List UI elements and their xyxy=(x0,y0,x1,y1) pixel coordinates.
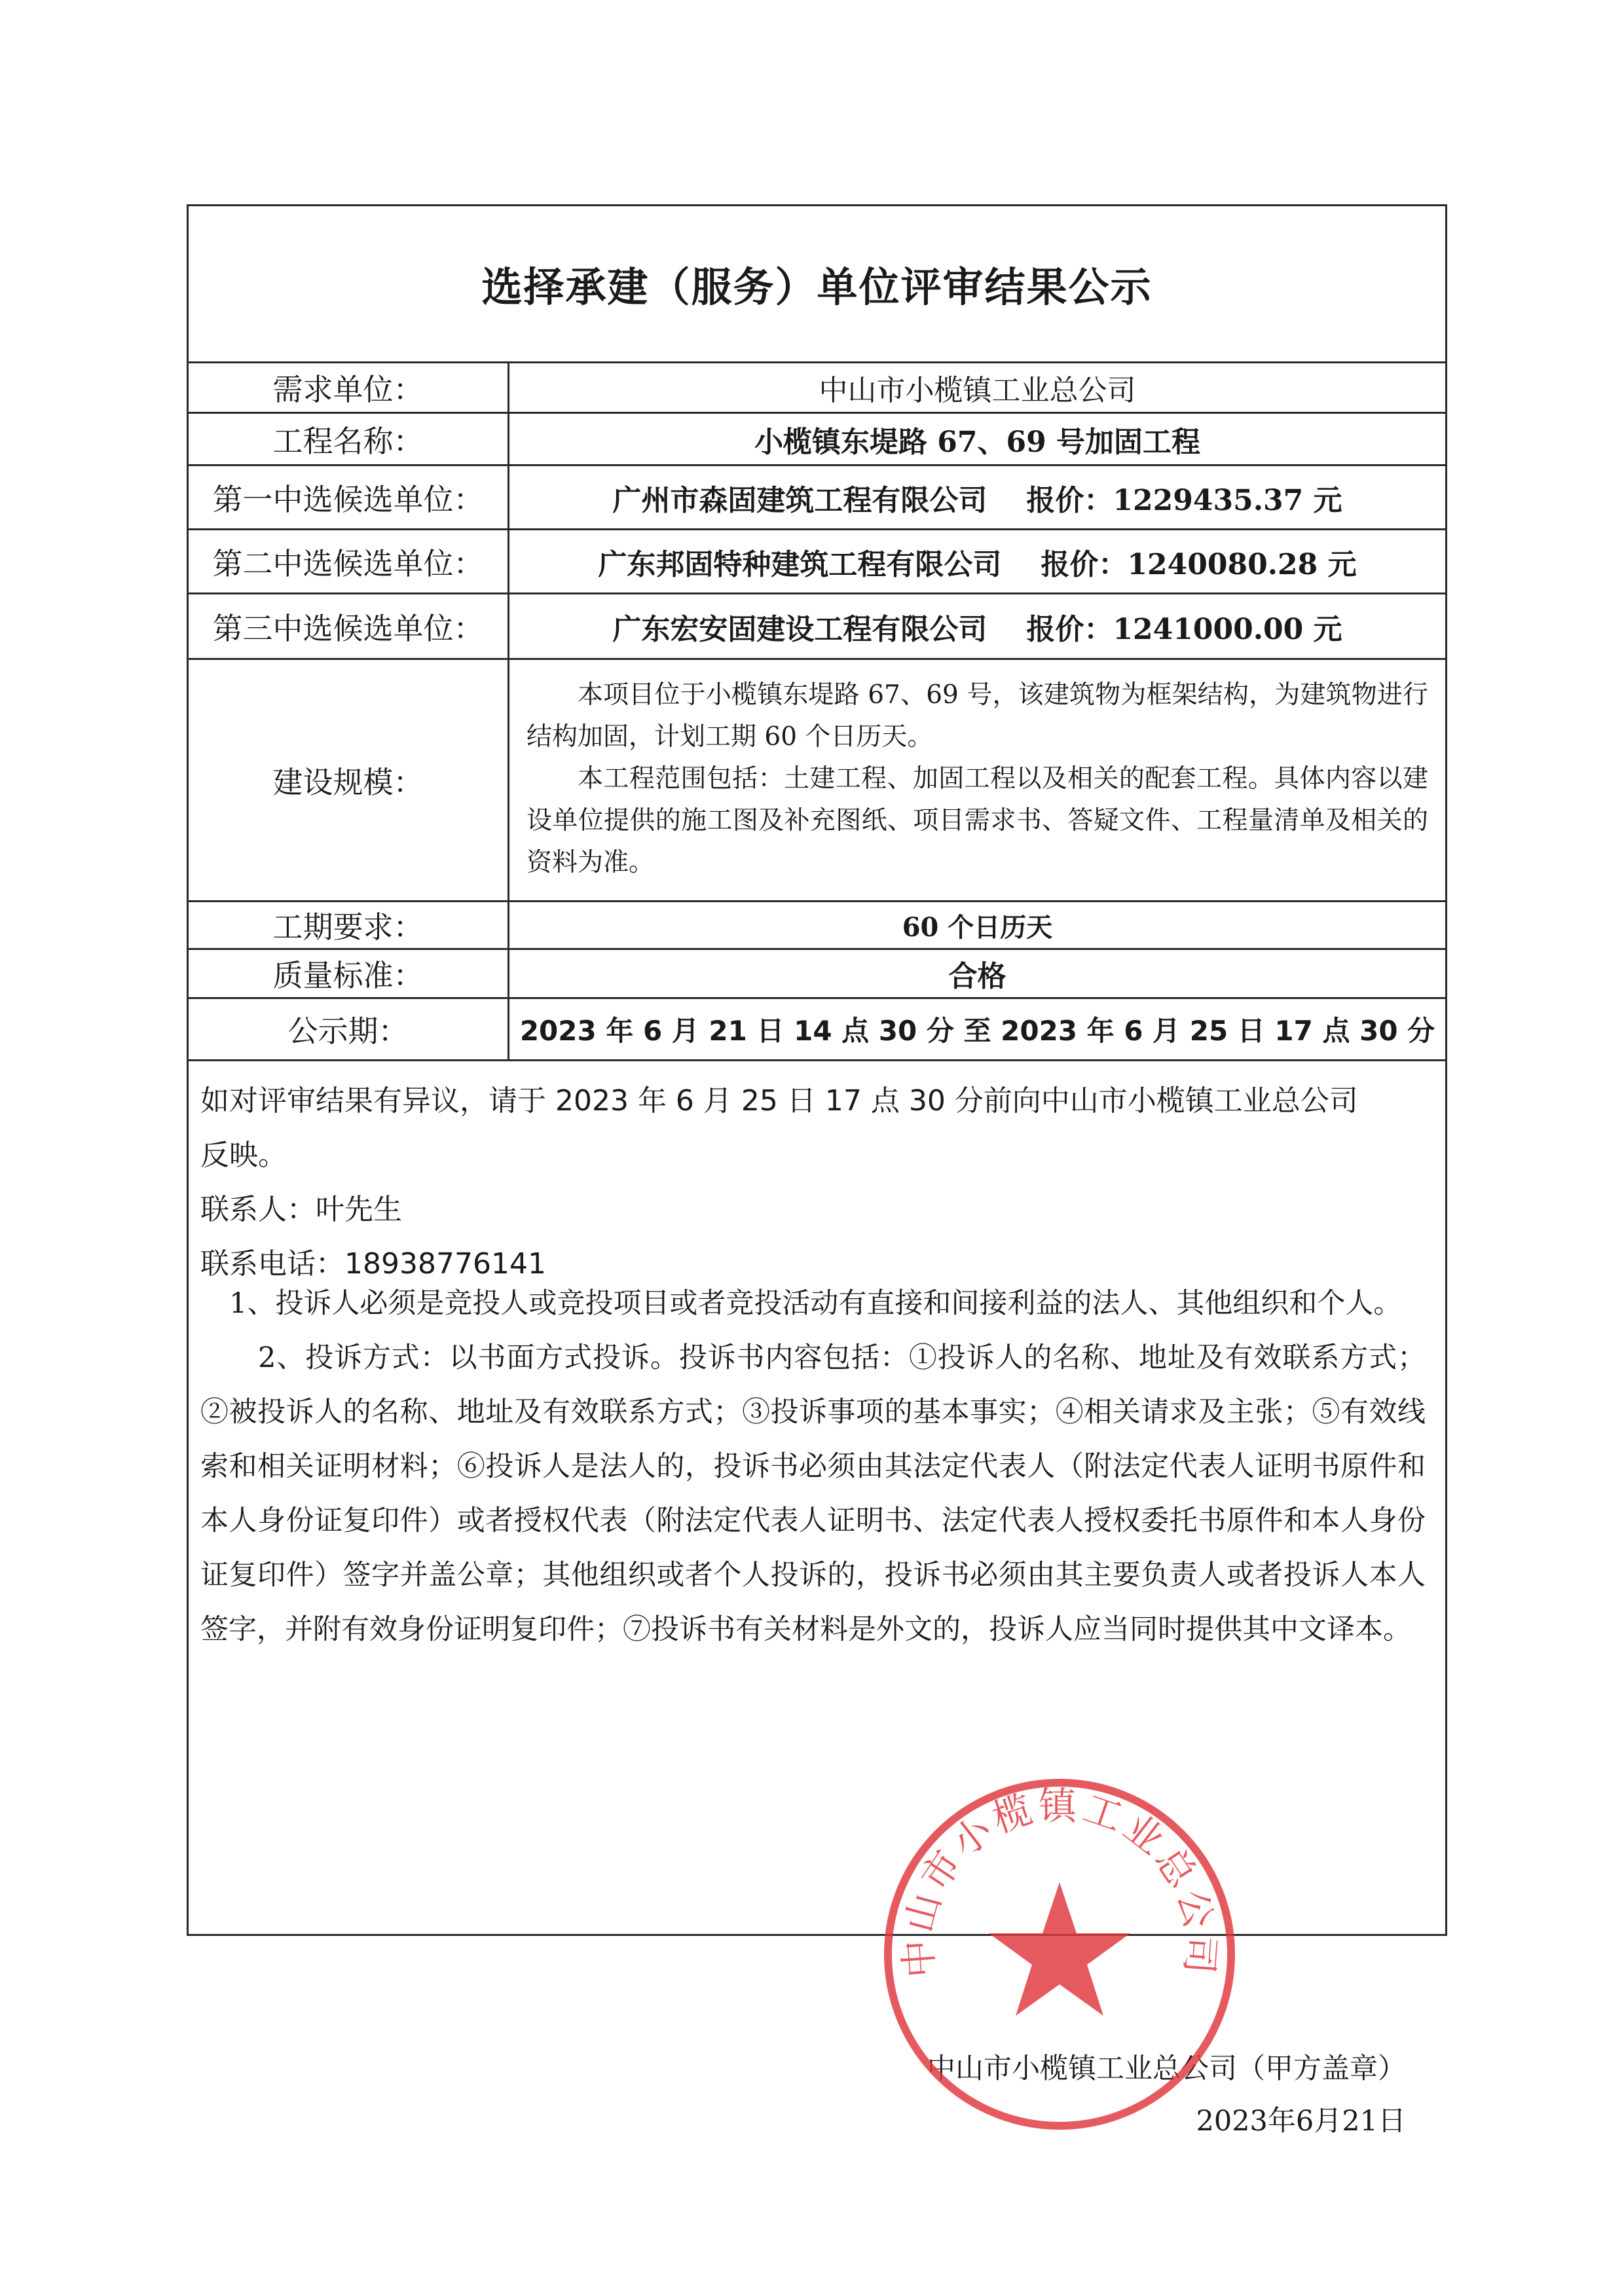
candidate-2-company: 广东邦固特种建筑工程有限公司 xyxy=(598,547,1002,581)
candidate-1-company: 广州市森固建筑工程有限公司 xyxy=(612,483,987,517)
signature-org: 中山市小榄镇工业总公司（甲方盖章） xyxy=(927,2052,1406,2085)
scale-description xyxy=(509,660,1445,900)
project-label: 工程名称： xyxy=(189,414,509,464)
candidate-1-value xyxy=(509,466,1445,528)
page-title: 选择承建（服务）单位评审结果公示 xyxy=(189,206,1445,363)
row-period xyxy=(189,999,1445,1061)
row-candidate-2 xyxy=(189,530,1445,594)
row-duration xyxy=(189,902,1445,950)
candidate-3-label: 第三中选候选单位： xyxy=(189,594,509,658)
row-project xyxy=(189,414,1445,466)
rule-2: 2、投诉方式：以书面方式投诉。投诉书内容包括：①投诉人的名称、地址及有效联系方式；②被投诉人的名称、地址及有效联系方式；③投诉事项的基本事实；④相关请求及主张；⑤有效线索和相关证明材料；⑥投诉人是法人的，投诉书必须由其法定代表人（附法定代表人证明书原件和本人身份证复印件）或者授权代表（附法定代表人证明书、法定代表人授权委托书原件和本人身份证复印件）签字并盖公章；其他组织或者个人投诉的，投诉书必须由其主要负责人或者投诉人本人签字，并附有效身份证明复印件；⑦投诉书有关材料是外文的，投诉人应当同时提供其中文译本。 xyxy=(200,1341,1426,1646)
scale-paragraph-2: 本工程范围包括：土建工程、加固工程以及相关的配套工程。具体内容以建设单位提供的施工图及补充图纸、项目需求书、答疑文件、工程量清单及相关的资料为准。 xyxy=(526,764,1428,877)
objection-line-2: 反映。 xyxy=(200,1139,287,1172)
company-seal-stamp xyxy=(876,1771,1243,2138)
requester-label: 需求单位： xyxy=(189,363,509,412)
period-label: 公示期： xyxy=(189,999,509,1059)
candidate-1-label: 第一中选候选单位： xyxy=(189,466,509,528)
candidate-2-value xyxy=(509,530,1445,592)
star-icon xyxy=(989,1882,1130,2016)
objection-line-1: 如对评审结果有异议，请于 2023 年 6 月 25 日 17 点 30 分前向中山市小榄镇工业总公司 xyxy=(200,1084,1358,1118)
row-quality xyxy=(189,950,1445,999)
row-candidate-3 xyxy=(189,594,1445,660)
scale-label: 建设规模： xyxy=(189,660,509,900)
quality-value: 合格 xyxy=(948,960,1006,993)
candidate-2-label: 第二中选候选单位： xyxy=(189,530,509,592)
candidate-3-value xyxy=(509,594,1445,658)
candidate-2-price: 报价：1240080.28 元 xyxy=(1041,547,1357,581)
contact-person: 联系人：叶先生 xyxy=(200,1193,402,1226)
duration-value: 60 个日历天 xyxy=(902,911,1053,943)
complaint-rules xyxy=(200,1277,1426,1657)
row-requester xyxy=(189,363,1445,414)
rule-1: 1、投诉人必须是竞投人或竞投项目或者竞投活动有直接和间接利益的法人、其他组织和个人。 xyxy=(229,1287,1402,1320)
requester-value: 中山市小榄镇工业总公司 xyxy=(819,374,1136,407)
objection-notes xyxy=(200,1074,1426,1291)
project-value: 小榄镇东堤路 67、69 号加固工程 xyxy=(754,425,1201,459)
seal-text: 中山市小榄镇工业总公司 xyxy=(895,1783,1224,1980)
duration-label: 工期要求： xyxy=(189,902,509,948)
candidate-1-price: 报价：1229435.37 元 xyxy=(1026,483,1342,517)
quality-label: 质量标准： xyxy=(189,950,509,997)
row-candidate-1 xyxy=(189,466,1445,530)
notice-document xyxy=(187,204,1447,2138)
candidate-3-price: 报价：1241000.00 元 xyxy=(1026,612,1342,646)
contact-phone: 联系电话：18938776141 xyxy=(200,1247,546,1281)
signature-date: 2023年6月21日 xyxy=(1196,2105,1406,2138)
scale-paragraph-1: 本项目位于小榄镇东堤路 67、69 号，该建筑物为框架结构，为建筑物进行结构加固，计划工期 60 个日历天。 xyxy=(526,680,1428,752)
period-value: 2023 年 6 月 21 日 14 点 30 分 至 2023 年 6 月 25 日 17 点 30 分 xyxy=(519,1015,1435,1047)
row-scale xyxy=(189,660,1445,902)
candidate-3-company: 广东宏安固建设工程有限公司 xyxy=(612,612,987,646)
